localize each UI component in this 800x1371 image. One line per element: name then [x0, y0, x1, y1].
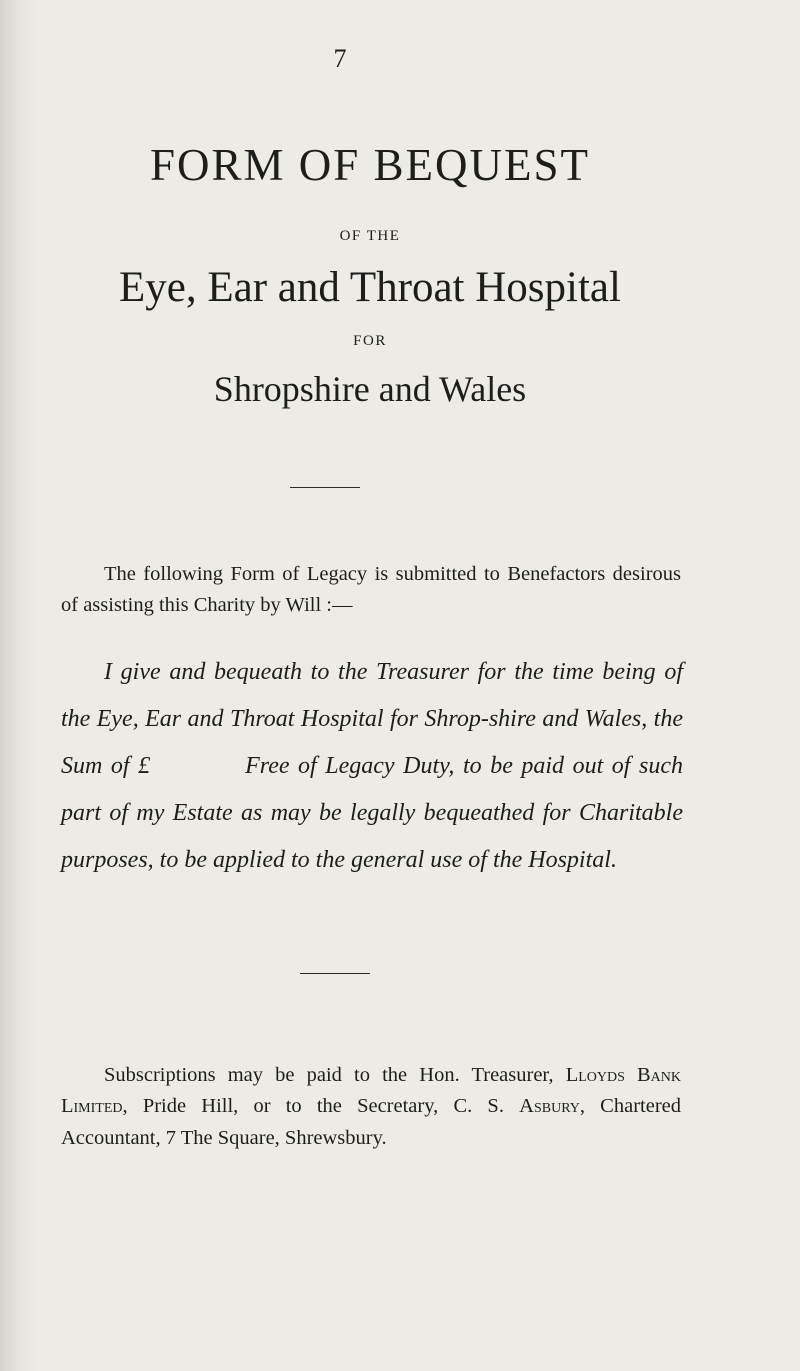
intro-paragraph: The following Form of Legacy is submitted to Benefactors desirous of assisting this Charity by Will :— [61, 562, 681, 616]
subtitle-of-the: OF THE [339, 228, 401, 244]
subscriptions-text: Subscriptions may be paid to the Hon. Treasurer, [104, 1063, 554, 1086]
secretary-surname: Asbury [519, 1095, 580, 1117]
bequest-form-text [61, 649, 683, 884]
divider [300, 973, 370, 974]
bank-name: Lloyds Bank Limited [61, 1063, 682, 1117]
page-number: 7 [333, 44, 347, 73]
bequest-text-before-amount: I give and bequeath to the Treasurer for the time being of the Eye, Ear and Throat Hospital for Shrop-shire and Wales, the Sum of £ [61, 659, 683, 779]
region-name: Shropshire and Wales [213, 369, 527, 409]
subtitle-for: FOR [353, 333, 387, 349]
hospital-name: Eye, Ear and Throat Hospital [119, 264, 621, 311]
subscriptions-text: , Chartered Accountant, 7 The Square, Shrewsbury. [61, 1095, 682, 1149]
bequest-text-after-amount: Free of Legacy Duty, to be paid out of such part of my Estate as may be legally bequeathed for Charitable purposes, to be applied to the general use of the Hospital. [61, 753, 684, 873]
divider [290, 487, 360, 488]
subscriptions-text: , Pride Hill, or to the Secretary, C. S. [122, 1095, 504, 1117]
subscriptions-paragraph [61, 1060, 681, 1155]
page-title: FORM OF BEQUEST [149, 140, 591, 190]
